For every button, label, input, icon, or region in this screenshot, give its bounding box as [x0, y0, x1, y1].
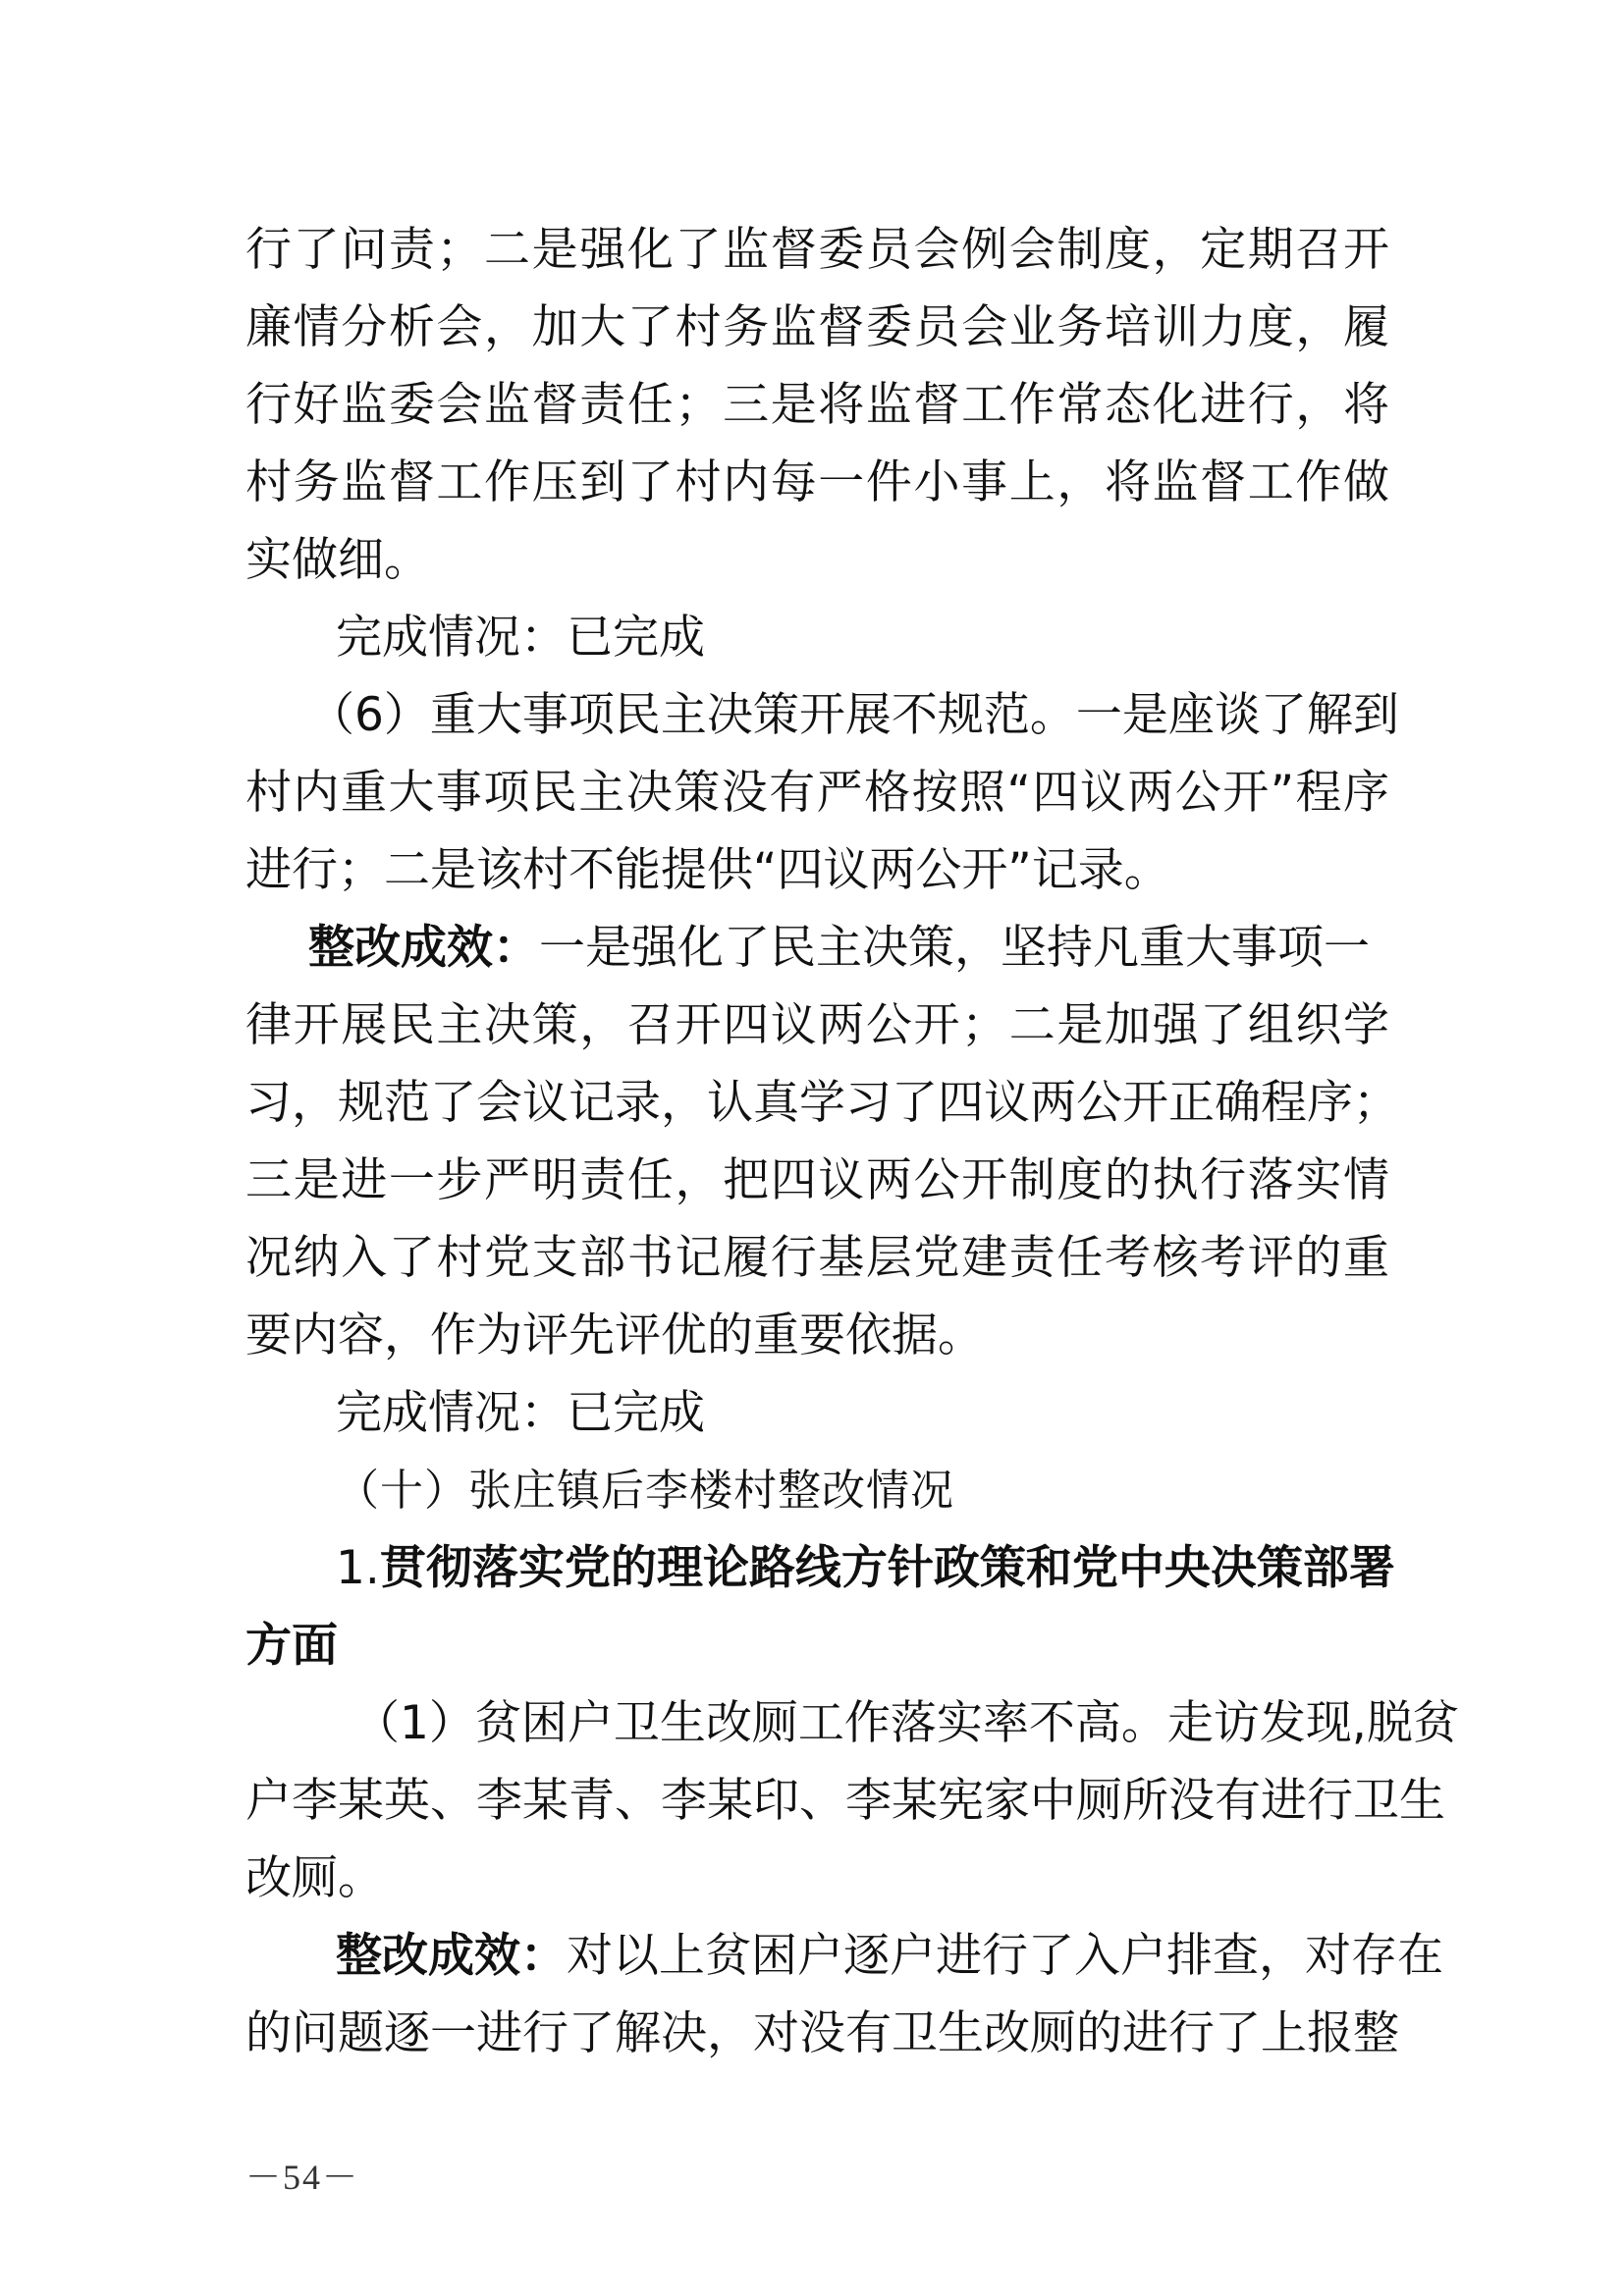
issue-heading-1: （1）贫困户卫生改厕工作落实率不高。走访发现,脱贫 — [353, 1696, 1459, 1750]
subsection-heading-line — [245, 1529, 1395, 1607]
paragraph-line: 改厕。 — [245, 1851, 384, 1905]
rectification-label: 整改成效： — [308, 921, 539, 975]
document-page — [245, 211, 1459, 2072]
paragraph-line: 村务监督工作压到了村内每一件小事上，将监督工作做 — [245, 455, 1389, 509]
rectification-label: 整改成效： — [336, 1929, 567, 1983]
subsection-number: 1. — [336, 1541, 380, 1595]
paragraph-line: 习，规范了会议记录，认真学习了四议两公开正确程序； — [245, 1076, 1399, 1130]
page-number: －54－ — [245, 2158, 360, 2197]
paragraph-line: 户李某英、李某青、李某印、李某宪家中厕所没有进行卫生 — [245, 1774, 1445, 1828]
section-heading: （十）张庄镇后李楼村整改情况 — [336, 1466, 954, 1516]
paragraph-line: 律开展民主决策，召开四议两公开；二是加强了组织学 — [245, 998, 1389, 1052]
completion-status: 完成情况：已完成 — [336, 1386, 705, 1440]
rectification-result-line — [245, 909, 1389, 987]
paragraph-line: 行了问责；二是强化了监督委员会例会制度，定期召开 — [245, 223, 1389, 277]
subsection-title: 贯彻落实党的理论路线方针政策和党中央决策部署 — [379, 1541, 1395, 1595]
issue-heading-6: （6）重大事项民主决策开展不规范。一是座谈了解到 — [308, 688, 1399, 742]
paragraph-line: 实做细。 — [245, 533, 430, 587]
rectification-text: 对以上贫困户逐户进行了入户排查，对存在 — [567, 1929, 1443, 1983]
paragraph-line: 村内重大事项民主决策没有严格按照“四议两公开”程序 — [245, 766, 1389, 820]
subsection-title-continued: 方面 — [245, 1619, 338, 1673]
paragraph-line: 况纳入了村党支部书记履行基层党建责任考核考评的重 — [245, 1231, 1389, 1285]
paragraph-line: 廉情分析会，加大了村务监督委员会业务培训力度，履 — [245, 300, 1389, 354]
completion-status: 完成情况：已完成 — [336, 611, 705, 665]
paragraph-line: 三是进一步严明责任，把四议两公开制度的执行落实情 — [245, 1153, 1389, 1207]
paragraph-line: 进行；二是该村不能提供“四议两公开”记录。 — [245, 843, 1170, 897]
paragraph-line: 行好监委会监督责任；三是将监督工作常态化进行，将 — [245, 378, 1389, 432]
rectification-result-line — [245, 1917, 1443, 1995]
rectification-text: 一是强化了民主决策，坚持凡重大事项一 — [539, 921, 1370, 975]
paragraph-line: 的问题逐一进行了解决，对没有卫生改厕的进行了上报整 — [245, 2006, 1399, 2060]
paragraph-line: 要内容，作为评先评优的重要依据。 — [245, 1308, 984, 1362]
